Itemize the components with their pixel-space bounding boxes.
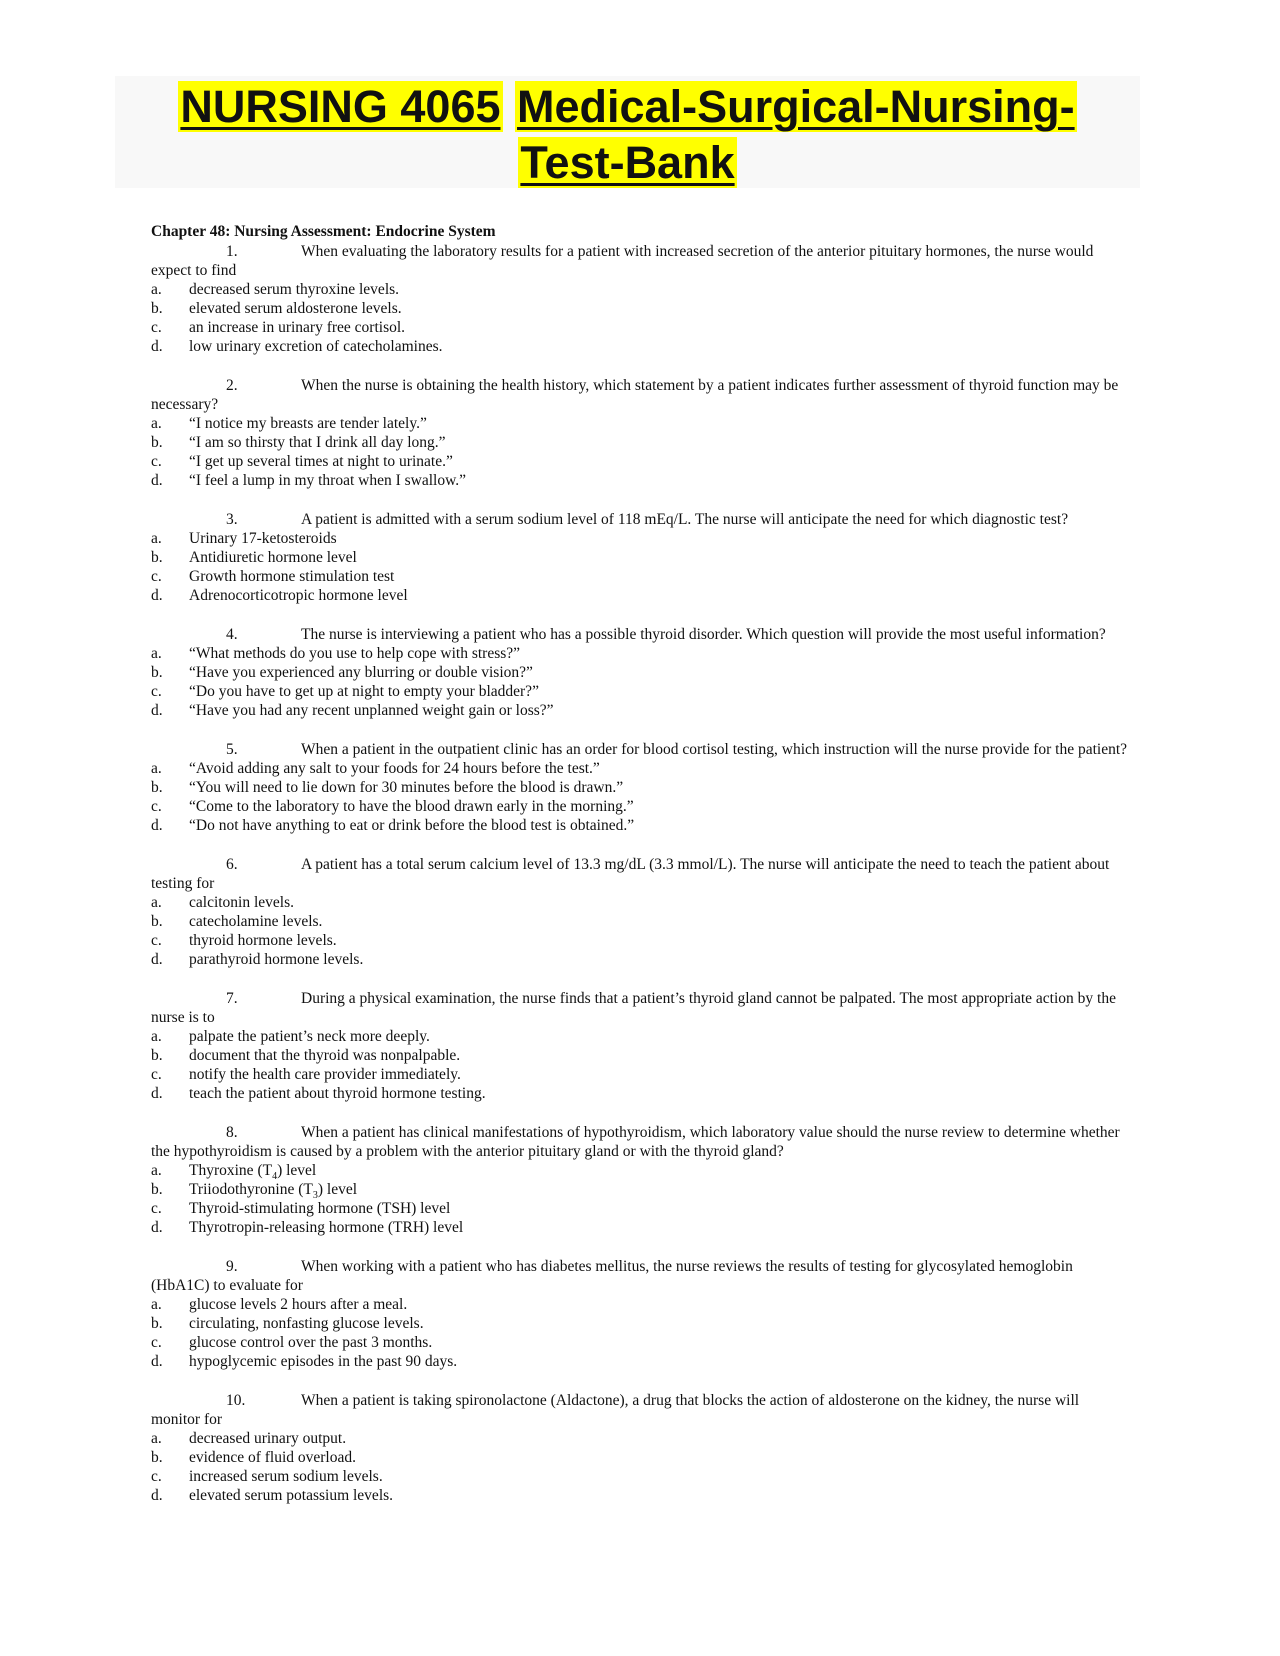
answer-option xyxy=(151,1429,1131,1448)
question-stem xyxy=(151,242,1131,280)
option-letter: c. xyxy=(151,683,162,700)
answer-option xyxy=(151,1314,1131,1333)
question-number: 2. xyxy=(226,377,238,394)
option-letter: a. xyxy=(151,760,162,777)
answer-option xyxy=(151,912,1131,931)
option-text: “Do you have to get up at night to empty your bladder?” xyxy=(189,683,539,700)
question-number: 9. xyxy=(226,1258,238,1275)
option-letter: a. xyxy=(151,281,162,298)
question-item xyxy=(151,1257,1131,1371)
answer-option xyxy=(151,548,1131,567)
question-number: 10. xyxy=(226,1392,246,1409)
option-letter: d. xyxy=(151,1085,163,1102)
option-text: decreased serum thyroxine levels. xyxy=(189,281,400,298)
answer-option xyxy=(151,816,1131,835)
question-text: When a patient is taking spironolactone (Aldactone), a drug that blocks the action of aldosterone on the kidney, the nurse will monitor for xyxy=(151,1392,1080,1428)
question-number: 6. xyxy=(226,856,238,873)
option-letter: b. xyxy=(151,779,163,796)
option-text: Adrenocorticotropic hormone level xyxy=(189,587,408,604)
option-text-part: Triiodothyronine (T xyxy=(189,1181,313,1198)
option-text: decreased urinary output. xyxy=(189,1430,347,1447)
answer-option xyxy=(151,931,1131,950)
question-item xyxy=(151,740,1131,835)
answer-option xyxy=(151,1467,1131,1486)
answer-option xyxy=(151,893,1131,912)
option-letter: d. xyxy=(151,1219,163,1236)
answer-option xyxy=(151,663,1131,682)
answer-option xyxy=(151,1486,1131,1505)
question-text: When a patient in the outpatient clinic has an order for blood cortisol testing, which instruction will the nurse provide for the patient? xyxy=(301,741,1128,758)
question-item xyxy=(151,1123,1131,1237)
question-number: 8. xyxy=(226,1124,238,1141)
answer-option xyxy=(151,759,1131,778)
option-text: elevated serum aldosterone levels. xyxy=(189,300,402,317)
question-text: During a physical examination, the nurse finds that a patient’s thyroid gland cannot be palpated. The most appropriate action by the nurse is to xyxy=(151,990,1116,1026)
title-suffix: Medical-Surgical-Nursing- xyxy=(517,81,1075,132)
option-letter: b. xyxy=(151,1449,163,1466)
option-text: glucose control over the past 3 months. xyxy=(189,1334,433,1351)
answer-option xyxy=(151,529,1131,548)
option-letter: d. xyxy=(151,587,163,604)
question-item xyxy=(151,376,1131,490)
chapter-heading: Chapter 48: Nursing Assessment: Endocrine System xyxy=(151,223,496,240)
option-text-part: Thyroxine (T xyxy=(189,1162,273,1179)
question-text: A patient has a total serum calcium level of 13.3 mg/dL (3.3 mmol/L). The nurse will anticipate the need to teach the patient about testing for xyxy=(151,856,1110,892)
option-text-part: ) level xyxy=(277,1162,317,1179)
answer-option xyxy=(151,414,1131,433)
question-text: A patient is admitted with a serum sodium level of 118 mEq/L. The nurse will anticipate the need for which diagnostic test? xyxy=(301,511,1069,528)
option-letter: d. xyxy=(151,951,163,968)
option-text: “What methods do you use to help cope with stress?” xyxy=(189,645,521,662)
option-letter: c. xyxy=(151,1334,162,1351)
option-letter: b. xyxy=(151,664,163,681)
option-text: Antidiuretic hormone level xyxy=(189,549,357,566)
option-letter: a. xyxy=(151,1430,162,1447)
option-letter: d. xyxy=(151,1353,163,1370)
option-text: “I feel a lump in my throat when I swallow.” xyxy=(189,472,467,489)
option-text: hypoglycemic episodes in the past 90 days. xyxy=(189,1353,458,1370)
option-subscript: 4 xyxy=(272,1171,278,1183)
answer-option xyxy=(151,778,1131,797)
option-text: parathyroid hormone levels. xyxy=(189,951,364,968)
option-text: Growth hormone stimulation test xyxy=(189,568,395,585)
answer-option xyxy=(151,337,1131,356)
option-text: an increase in urinary free cortisol. xyxy=(189,319,406,336)
question-stem xyxy=(151,855,1131,893)
option-letter: d. xyxy=(151,472,163,489)
option-letter: c. xyxy=(151,798,162,815)
answer-option xyxy=(151,567,1131,586)
question-list xyxy=(151,242,1131,1505)
option-text: “Do not have anything to eat or drink before the blood test is obtained.” xyxy=(189,817,635,834)
option-letter: a. xyxy=(151,1028,162,1045)
question-text: When a patient has clinical manifestations of hypothyroidism, which laboratory value should the nurse review to determine whether the hypothyroidism is caused by a problem with the anterior pituitary gland or with the thyroid gland? xyxy=(151,1124,1120,1160)
option-text: “You will need to lie down for 30 minutes before the blood is drawn.” xyxy=(189,779,624,796)
option-letter: c. xyxy=(151,453,162,470)
option-text: catecholamine levels. xyxy=(189,913,323,930)
option-text: “Have you experienced any blurring or double vision?” xyxy=(189,664,533,681)
answer-option xyxy=(151,1084,1131,1103)
option-letter: c. xyxy=(151,1468,162,1485)
option-letter: b. xyxy=(151,1181,163,1198)
question-item xyxy=(151,510,1131,605)
option-text: “Avoid adding any salt to your foods for 24 hours before the test.” xyxy=(189,760,600,777)
option-text: circulating, nonfasting glucose levels. xyxy=(189,1315,424,1332)
option-text: low urinary excretion of catecholamines. xyxy=(189,338,443,355)
answer-option xyxy=(151,1218,1131,1237)
question-stem xyxy=(151,1257,1131,1295)
question-stem xyxy=(151,625,1131,644)
option-letter: a. xyxy=(151,894,162,911)
question-number: 7. xyxy=(226,990,238,1007)
option-text: calcitonin levels. xyxy=(189,894,295,911)
answer-option xyxy=(151,1065,1131,1084)
option-letter: a. xyxy=(151,645,162,662)
answer-option xyxy=(151,644,1131,663)
option-text: “Come to the laboratory to have the blood drawn early in the morning.” xyxy=(189,798,634,815)
answer-option xyxy=(151,1352,1131,1371)
option-text: Urinary 17-ketosteroids xyxy=(189,530,337,547)
document-title xyxy=(115,76,1140,188)
answer-option xyxy=(151,950,1131,969)
title-prefix: NURSING 4065 xyxy=(180,81,501,132)
option-letter: b. xyxy=(151,300,163,317)
question-stem xyxy=(151,376,1131,414)
option-letter: b. xyxy=(151,913,163,930)
question-item xyxy=(151,242,1131,356)
option-letter: b. xyxy=(151,549,163,566)
option-letter: b. xyxy=(151,434,163,451)
question-item xyxy=(151,989,1131,1103)
question-stem xyxy=(151,740,1131,759)
question-stem xyxy=(151,510,1131,529)
question-stem xyxy=(151,1391,1131,1429)
option-text: increased serum sodium levels. xyxy=(189,1468,383,1485)
title-line-2-text: Test-Bank xyxy=(520,137,735,188)
option-letter: c. xyxy=(151,568,162,585)
answer-option xyxy=(151,1161,1131,1183)
question-number: 4. xyxy=(226,626,238,643)
option-text: document that the thyroid was nonpalpable. xyxy=(189,1047,461,1064)
option-text: notify the health care provider immediately. xyxy=(189,1066,461,1083)
option-text: “I am so thirsty that I drink all day long.” xyxy=(189,434,446,451)
question-number: 3. xyxy=(226,511,238,528)
question-number: 1. xyxy=(226,243,238,260)
question-text: When the nurse is obtaining the health history, which statement by a patient indicates further assessment of thyroid function may be necessary? xyxy=(151,377,1119,413)
answer-option xyxy=(151,1295,1131,1314)
answer-option xyxy=(151,586,1131,605)
option-letter: d. xyxy=(151,1487,163,1504)
answer-option xyxy=(151,280,1131,299)
question-text: When evaluating the laboratory results for a patient with increased secretion of the anterior pituitary hormones, the nurse would expect to find xyxy=(151,243,1094,279)
option-text: evidence of fluid overload. xyxy=(189,1449,356,1466)
answer-option xyxy=(151,1180,1131,1202)
answer-option xyxy=(151,797,1131,816)
option-text xyxy=(189,1161,317,1183)
question-number: 5. xyxy=(226,741,238,758)
option-letter: b. xyxy=(151,1047,163,1064)
test-bank-content xyxy=(151,222,1131,1525)
answer-option xyxy=(151,701,1131,720)
option-letter: a. xyxy=(151,1296,162,1313)
answer-option xyxy=(151,1027,1131,1046)
answer-option xyxy=(151,1046,1131,1065)
question-stem xyxy=(151,1123,1131,1161)
option-letter: c. xyxy=(151,932,162,949)
option-subscript: 3 xyxy=(312,1190,318,1202)
option-text: Thyroid-stimulating hormone (TSH) level xyxy=(189,1200,451,1217)
option-text: teach the patient about thyroid hormone testing. xyxy=(189,1085,486,1102)
option-text: elevated serum potassium levels. xyxy=(189,1487,394,1504)
option-letter: a. xyxy=(151,1162,162,1179)
question-text: The nurse is interviewing a patient who has a possible thyroid disorder. Which question will provide the most useful information? xyxy=(301,626,1106,643)
title-line-2 xyxy=(115,138,1140,188)
option-letter: a. xyxy=(151,415,162,432)
answer-option xyxy=(151,1448,1131,1467)
option-text: “Have you had any recent unplanned weight gain or loss?” xyxy=(189,702,554,719)
answer-option xyxy=(151,433,1131,452)
option-text: palpate the patient’s neck more deeply. xyxy=(189,1028,430,1045)
option-letter: a. xyxy=(151,530,162,547)
answer-option xyxy=(151,318,1131,337)
answer-option xyxy=(151,471,1131,490)
option-text-part: ) level xyxy=(317,1181,358,1198)
answer-option xyxy=(151,452,1131,471)
answer-option xyxy=(151,1199,1131,1218)
option-text: glucose levels 2 hours after a meal. xyxy=(189,1296,408,1313)
question-text: When working with a patient who has diabetes mellitus, the nurse reviews the results of testing for glycosylated hemoglobin (HbA1C) to evaluate for xyxy=(151,1258,1073,1294)
option-letter: d. xyxy=(151,338,163,355)
option-letter: d. xyxy=(151,702,163,719)
option-letter: c. xyxy=(151,319,162,336)
question-item xyxy=(151,855,1131,969)
question-item xyxy=(151,625,1131,720)
option-letter: d. xyxy=(151,817,163,834)
option-text: “I get up several times at night to urinate.” xyxy=(189,453,453,470)
option-text: thyroid hormone levels. xyxy=(189,932,337,949)
title-line-1 xyxy=(115,82,1140,132)
option-letter: c. xyxy=(151,1200,162,1217)
answer-option xyxy=(151,299,1131,318)
option-text: “I notice my breasts are tender lately.” xyxy=(189,415,427,432)
option-text: Thyrotropin-releasing hormone (TRH) level xyxy=(189,1219,464,1236)
answer-option xyxy=(151,682,1131,701)
answer-option xyxy=(151,1333,1131,1352)
option-letter: b. xyxy=(151,1315,163,1332)
question-stem xyxy=(151,989,1131,1027)
option-letter: c. xyxy=(151,1066,162,1083)
question-item xyxy=(151,1391,1131,1505)
option-text xyxy=(189,1180,358,1202)
